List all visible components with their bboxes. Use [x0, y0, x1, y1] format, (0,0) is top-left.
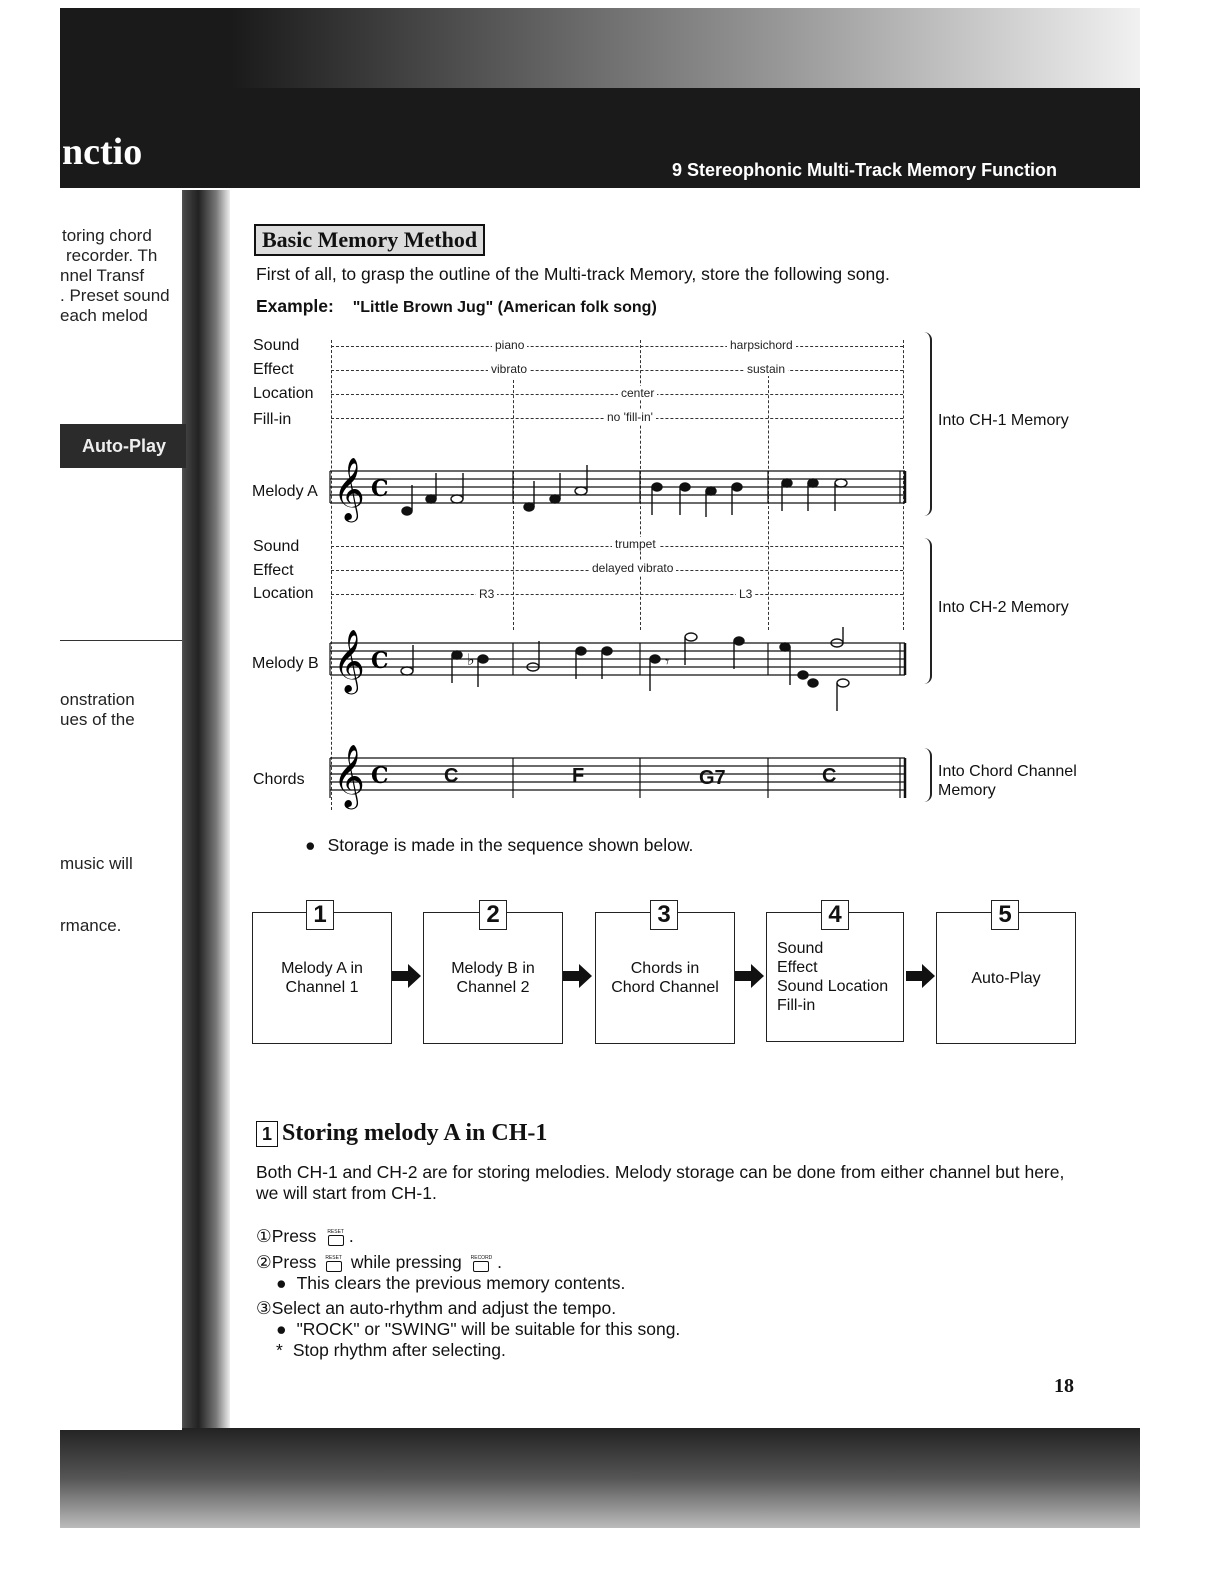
ch1-sound-label: Sound [253, 337, 300, 354]
storing-paragraph: Both CH-1 and CH-2 are for storing melodies. Melody storage can be done from either channel but here, we will start from CH-1. [256, 1162, 1065, 1203]
chord-bracket [920, 748, 932, 802]
reset-key-icon: RESET [325, 1255, 342, 1272]
step3-line: ③Select an auto-rhythm and adjust the tempo. [256, 1298, 617, 1318]
svg-text:𝄾: 𝄾 [665, 654, 670, 671]
step2-line: ②Press RESET while pressing RECORD . [256, 1252, 503, 1272]
arrow-icon [561, 962, 595, 990]
auto-play-tab: Auto-Play [60, 424, 186, 468]
chord-into-label: Into Chord Channel [938, 763, 1077, 780]
r3-value: R3 [476, 587, 497, 601]
step-box-4: Sound Effect Sound Location Fill-in [766, 912, 904, 1042]
bottom-dark-band [60, 1428, 1140, 1528]
chord-g7: G7 [699, 767, 726, 789]
left-line: onstration [60, 690, 135, 709]
step-number-2: 2 [479, 900, 507, 930]
storing-heading [256, 1120, 547, 1147]
example-label: Example: [256, 296, 334, 316]
left-line: recorder. Th [66, 246, 158, 265]
chord-into-label-2: Memory [938, 782, 996, 799]
treble-clef-icon: 𝄞 [333, 744, 365, 807]
harpsichord-value: harpsichord [727, 338, 796, 352]
reset-key-icon: RESET [327, 1229, 344, 1246]
ch1-fillin-label: Fill-in [253, 411, 292, 428]
svg-text:C: C [371, 763, 389, 789]
vibrato-value: vibrato [488, 362, 530, 376]
delayed-vibrato-value: delayed vibrato [589, 561, 676, 575]
step-box-2: Melody B in Channel 2 [423, 912, 563, 1044]
left-page-fragment [60, 190, 182, 1430]
ch1-effect-label: Effect [253, 361, 294, 378]
step-box-3: Chords in Chord Channel [595, 912, 735, 1044]
sound-line [331, 346, 903, 347]
left-line: rmance. [60, 916, 122, 935]
melody-b-label: Melody B [252, 655, 319, 672]
chords-label: Chords [253, 771, 305, 788]
trumpet-value: trumpet [612, 537, 659, 551]
left-line: . Preset sound [60, 286, 170, 305]
intro-text: First of all, to grasp the outline of the Multi-track Memory, store the following song. [256, 264, 890, 284]
left-guide-line [331, 340, 332, 810]
arrow-icon [904, 962, 938, 990]
example-song: "Little Brown Jug" (American folk song) [352, 299, 657, 316]
step-number-1: 1 [306, 900, 334, 930]
sustain-value: sustain [744, 362, 788, 376]
treble-clef-icon: 𝄞 [333, 629, 365, 692]
ch2-sound-label: Sound [253, 538, 300, 555]
step-number-5: 5 [991, 900, 1019, 930]
bullet-icon: ● [276, 1319, 287, 1339]
chord-c: C [444, 765, 459, 787]
step3-bullet: ● "ROCK" or "SWING" will be suitable for this song. [276, 1319, 681, 1339]
step-number-4: 4 [821, 900, 849, 930]
svg-text:♭: ♭ [467, 652, 475, 669]
left-line: toring chord [62, 226, 152, 245]
svg-text:C: C [371, 476, 389, 502]
ch2-location-label: Location [253, 585, 314, 602]
asterisk-icon: * [276, 1340, 283, 1360]
step3-star: * Stop rhythm after selecting. [276, 1340, 506, 1360]
left-divider [60, 640, 182, 641]
ch2-bracket [920, 538, 932, 684]
treble-clef-icon: 𝄞 [333, 457, 365, 520]
melody-a-label: Melody A [252, 483, 318, 500]
left-line: nnel Transf [60, 266, 145, 285]
chord-f: F [572, 765, 585, 787]
record-key-icon: RECORD [471, 1255, 493, 1272]
storing-title: Storing melody A in CH-1 [282, 1120, 548, 1146]
left-line: music will [60, 854, 133, 873]
melody-a-staff [325, 455, 910, 535]
step2-bullet: ● This clears the previous memory contents. [276, 1273, 626, 1293]
section-title: 9 Stereophonic Multi-Track Memory Function [672, 160, 1058, 180]
storing-number: 1 [256, 1121, 278, 1147]
basic-memory-title: Basic Memory Method [254, 224, 485, 256]
left-line: ues of the [60, 710, 135, 729]
ch2-location-line [331, 594, 903, 595]
ch2-into-label: Into CH-2 Memory [938, 599, 1069, 616]
partial-heading: nctio [62, 131, 143, 173]
left-line: each melod [60, 306, 148, 325]
sequence-note: ● Storage is made in the sequence shown below. [305, 835, 694, 855]
melody-b-staff [325, 627, 910, 717]
step-box-1: Melody A in Channel 1 [252, 912, 392, 1044]
ch1-location-label: Location [253, 385, 314, 402]
chord-c-end: C [822, 765, 837, 787]
step1-line: ①Press RESET . [256, 1226, 354, 1246]
svg-text:C: C [371, 648, 389, 674]
center-value: center [618, 386, 657, 400]
bullet-icon: ● [276, 1273, 287, 1293]
ch2-effect-label: Effect [253, 562, 294, 579]
page-number: 18 [1054, 1375, 1074, 1397]
step-box-5: Auto-Play [936, 912, 1076, 1044]
location-line [331, 394, 903, 395]
piano-value: piano [492, 338, 527, 352]
ch1-into-label: Into CH-1 Memory [938, 412, 1069, 429]
arrow-icon [390, 962, 424, 990]
ch1-bracket [920, 332, 932, 516]
bullet-icon: ● [305, 835, 316, 855]
l3-value: L3 [736, 587, 755, 601]
top-band-fade [230, 8, 1150, 88]
step-number-3: 3 [650, 900, 678, 930]
fillin-value: no 'fill-in' [604, 410, 656, 424]
arrow-icon [733, 962, 767, 990]
effect-line [331, 370, 903, 371]
